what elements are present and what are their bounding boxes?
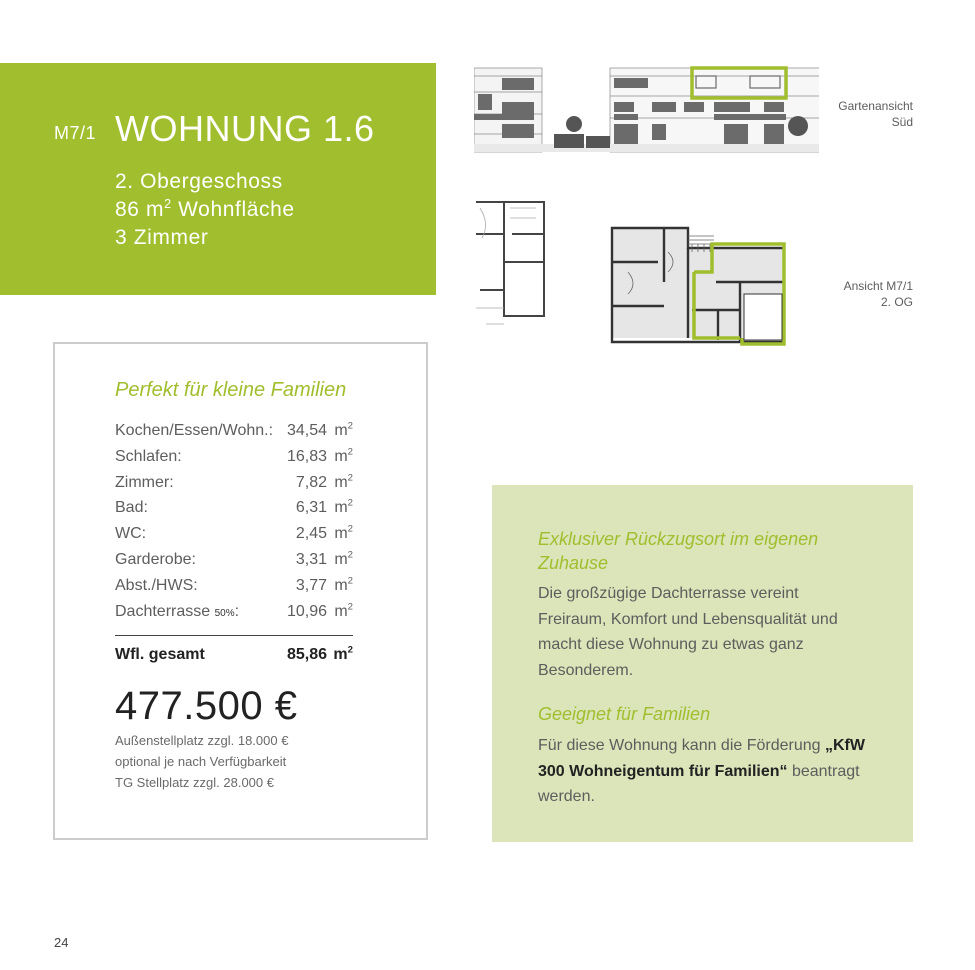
- plan-caption-line1: Ansicht M7/1: [843, 279, 913, 293]
- floor-plan-caption: [844, 278, 913, 310]
- parking-note-3: TG Stellplatz zzgl. 28.000 €: [115, 775, 274, 790]
- area-value: 34,54: [286, 422, 327, 439]
- total-label: Wfl. gesamt: [115, 646, 205, 663]
- area-row: [115, 420, 353, 446]
- main-floor-plan: [608, 222, 788, 348]
- area-label: Kochen/Essen/Wohn.:: [115, 422, 274, 439]
- info-text-retreat: Die großzügige Dachterrasse vereint Freiraum, Komfort und Lebensqualität und macht diese Wohnung zu etwas ganz Besonderem.: [538, 585, 838, 679]
- info-heading-retreat: Exklusiver Rückzugsort im eigenen Zuhause: [538, 529, 819, 573]
- price: 477.500 €: [115, 684, 298, 728]
- living-area-info: [115, 198, 295, 222]
- area-label: Schlafen:: [115, 447, 182, 465]
- info-text-families: [538, 733, 868, 810]
- parking-note-1: Außenstellplatz zzgl. 18.000 €: [115, 733, 289, 748]
- area-row: [115, 472, 353, 498]
- garden-caption-line1: Gartenansicht: [838, 99, 913, 113]
- area-value: 16,83: [286, 447, 327, 465]
- parking-note-2: optional je nach Verfügbarkeit: [115, 754, 287, 769]
- total-value: 85,86: [286, 646, 327, 663]
- area-suffix: Wohnfläche: [171, 198, 295, 221]
- rooms-info: 3 Zimmer: [115, 226, 209, 249]
- partial-floor-plan: [476, 198, 548, 326]
- total-unit: $m^2$: [333, 644, 353, 663]
- area-label: Zimmer:: [115, 473, 174, 491]
- area-value: 3,31: [295, 550, 327, 568]
- area-value: 86 m: [115, 198, 165, 221]
- funding-program: „KfW 300 Wohneigentum für Familien“: [538, 737, 865, 780]
- garden-elevation-drawing: [474, 64, 819, 156]
- area-sup: 2: [164, 197, 172, 211]
- area-value: 3,77: [295, 576, 327, 594]
- area-label: Bad:: [115, 499, 148, 517]
- area-row: [115, 575, 353, 601]
- area-row: [115, 523, 353, 549]
- area-label: Dachterrasse 50%:: [115, 602, 240, 620]
- area-unit: $m^2$: [334, 498, 353, 517]
- floor-info: 2. Obergeschoss: [115, 170, 283, 193]
- area-row: [115, 549, 353, 575]
- area-unit: $m^2$: [334, 523, 353, 543]
- area-list: [115, 420, 353, 626]
- funding-text-pre: Für diese Wohnung kann die Förderung: [538, 737, 825, 754]
- area-total-row: [115, 644, 353, 668]
- area-unit: $m^2$: [334, 549, 353, 568]
- area-row: [115, 601, 353, 627]
- apartment-code: M7/1: [54, 123, 97, 143]
- funding-text-post: beantragt werden.: [538, 762, 860, 805]
- area-divider: [115, 635, 353, 636]
- info-heading-families: Geeignet für Familien: [538, 704, 711, 724]
- area-unit: $m^2$: [334, 472, 353, 491]
- area-label: Abst./HWS:: [115, 576, 198, 594]
- garden-view-caption: [838, 98, 913, 130]
- area-row: [115, 497, 353, 523]
- page-number: 24: [54, 935, 69, 950]
- area-unit: $m^2$: [334, 420, 353, 439]
- area-heading: Perfekt für kleine Familien: [115, 379, 347, 401]
- area-value: 10,96: [286, 602, 327, 620]
- area-unit: $m^2$: [334, 575, 353, 594]
- area-unit: $m^2$: [334, 446, 353, 465]
- area-value: 6,31: [295, 499, 327, 517]
- area-label: Garderobe:: [115, 550, 196, 568]
- garden-caption-line2: Süd: [891, 115, 913, 129]
- area-unit: $m^2$: [334, 601, 353, 620]
- plan-caption-line2: 2. OG: [880, 295, 913, 309]
- area-label: WC:: [115, 525, 147, 543]
- area-value: 2,45: [295, 525, 327, 543]
- area-row: [115, 446, 353, 472]
- apartment-title: WOHNUNG 1.6: [115, 108, 375, 149]
- area-value: 7,82: [295, 473, 327, 491]
